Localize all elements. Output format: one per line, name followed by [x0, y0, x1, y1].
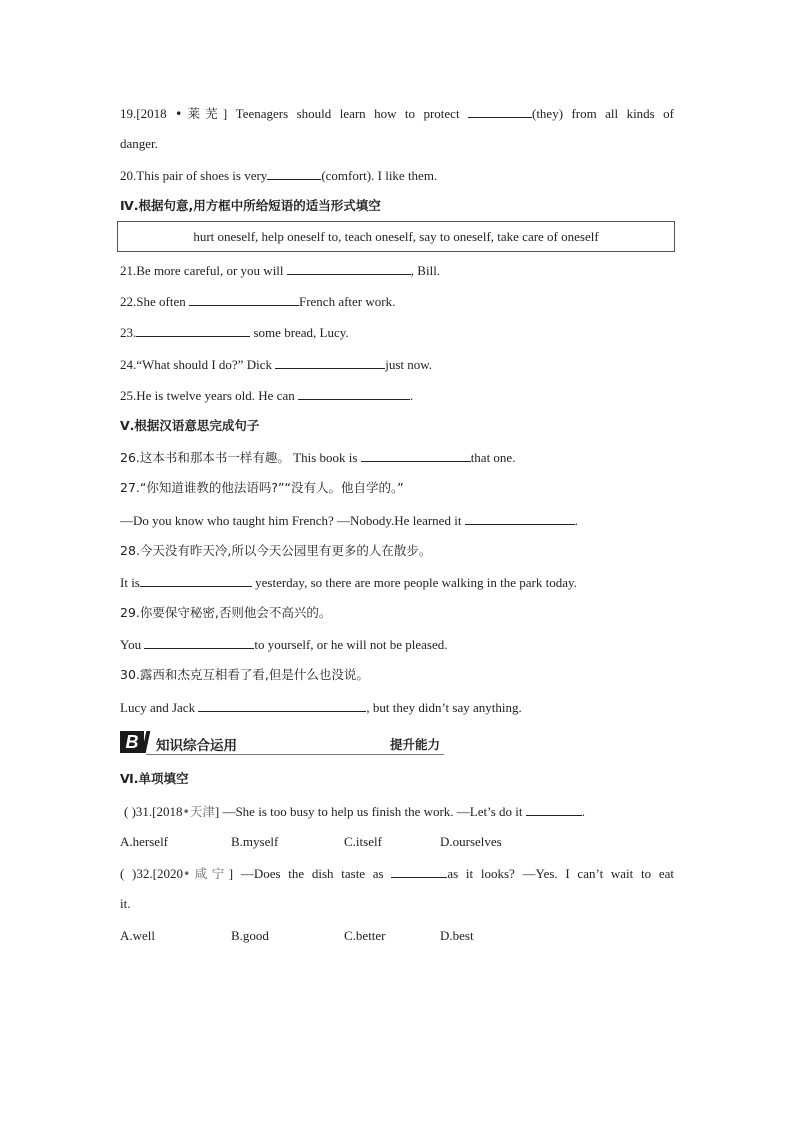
q27-chinese: 27.“你知道谁教的他法语吗?”“没有人。他自学的。” [120, 480, 404, 495]
q32-number: ( )32.[2020 [120, 866, 183, 881]
q32-option-b[interactable]: B.good [231, 928, 269, 943]
q31-option-d[interactable]: D.ourselves [440, 834, 502, 849]
q25-lead: 25.He is twelve years old. He can [120, 388, 298, 403]
q32-continuation: it. [120, 896, 131, 911]
q31-source: •天津 [182, 804, 215, 819]
question-25 [120, 387, 413, 404]
q31-option-c[interactable]: C.itself [344, 834, 382, 849]
question-24 [120, 356, 432, 373]
question-31 [124, 803, 585, 820]
q19-source: •莱芜 [175, 106, 223, 121]
q31-number: ( )31.[2018 [124, 804, 183, 819]
q30-lead: Lucy and Jack [120, 700, 199, 715]
q32-text: ] —Does the dish taste as [228, 866, 392, 881]
q29-chinese: 29.你要保守秘密,否则他会不高兴的。 [120, 605, 332, 620]
q32-source: •咸宁 [182, 866, 229, 881]
q28-chinese: 28.今天没有昨天冷,所以今天公园里有更多的人在散步。 [120, 543, 432, 558]
question-22 [120, 293, 395, 310]
question-29 [120, 636, 448, 653]
q19-lead: 19.[2018 [120, 106, 176, 121]
question-23 [120, 324, 349, 341]
q19-continuation: danger. [120, 136, 158, 151]
answer-blank[interactable] [189, 293, 299, 306]
answer-blank[interactable] [198, 699, 366, 712]
answer-blank[interactable] [267, 167, 321, 180]
section-6-title: Ⅵ.单项填空 [120, 771, 189, 786]
q25-tail: . [409, 388, 414, 403]
answer-blank[interactable] [287, 262, 411, 275]
q24-tail: just now. [385, 357, 433, 372]
q32-option-d[interactable]: D.best [440, 928, 474, 943]
q31-option-a[interactable]: A.herself [120, 834, 169, 849]
section-5-title: Ⅴ.根据汉语意思完成句子 [120, 418, 260, 433]
q27-tail: . [574, 513, 578, 528]
question-30 [120, 699, 522, 716]
section-b-banner [120, 730, 444, 756]
answer-blank[interactable] [144, 636, 254, 649]
q23-lead: 23. [120, 325, 137, 340]
q31-option-b[interactable]: B.myself [231, 834, 279, 849]
section-b-subtitle: 提升能力 [390, 737, 441, 752]
question-27 [120, 512, 578, 529]
question-19 [120, 105, 674, 122]
answer-blank[interactable] [526, 803, 582, 816]
q31-tail: . [581, 804, 586, 819]
question-32 [120, 865, 674, 882]
q26-lead: This book is [289, 450, 361, 465]
q23-tail: some bread, Lucy. [250, 325, 349, 340]
q32-tail: as it looks? —Yes. I can’t wait to eat [447, 866, 674, 881]
q19-text: ] Teenagers should learn how to protect [222, 106, 468, 121]
q32-option-c[interactable]: C.better [344, 928, 386, 943]
section-b-badge: B [120, 731, 144, 753]
q30-chinese: 30.露西和杰克互相看了看,但是什么也没说。 [120, 667, 369, 682]
answer-blank[interactable] [468, 105, 532, 118]
answer-blank[interactable] [140, 574, 252, 587]
q20-lead: 20.This pair of shoes is very [120, 168, 268, 183]
q26-tail: that one. [470, 450, 516, 465]
section-b-title: 知识综合运用 [156, 738, 237, 754]
question-21 [120, 262, 440, 279]
q26-chinese: 26.这本书和那本书一样有趣。 [120, 450, 290, 465]
question-28 [120, 574, 577, 591]
q22-tail: French after work. [298, 294, 396, 309]
q24-lead: 24.“What should I do?” Dick [120, 357, 276, 372]
q27-lead: —Do you know who taught him French? —Nobody.He learned it [120, 513, 465, 528]
answer-blank[interactable] [275, 356, 385, 369]
q28-tail: yesterday, so there are more people walking in the park today. [251, 575, 577, 590]
q29-lead: You [120, 637, 145, 652]
section-4-title: Ⅳ.根据句意,用方框中所给短语的适当形式填空 [120, 198, 381, 213]
q32-option-a[interactable]: A.well [120, 928, 156, 943]
answer-blank[interactable] [136, 324, 250, 337]
section-b-rule [146, 754, 444, 755]
answer-blank[interactable] [465, 512, 575, 525]
q29-tail: to yourself, or he will not be pleased. [254, 637, 448, 652]
q28-lead: It is [120, 575, 140, 590]
q31-text: ] —She is too busy to help us finish the work. —Let’s do it [214, 804, 526, 819]
answer-blank[interactable] [361, 449, 471, 462]
question-20 [120, 167, 437, 184]
q21-lead: 21.Be more careful, or you will [120, 263, 287, 278]
question-26 [120, 449, 515, 466]
q21-tail: , Bill. [410, 263, 441, 278]
phrase-box: hurt oneself, help oneself to, teach oneself, say to oneself, take care of oneself [117, 221, 675, 252]
q22-lead: 22.She often [120, 294, 189, 309]
q20-hint: (comfort). I like them. [321, 168, 438, 183]
q30-tail: , but they didn’t say anything. [366, 700, 522, 715]
q19-hint: (they) from all kinds of [531, 106, 674, 121]
answer-blank[interactable] [298, 387, 410, 400]
answer-blank[interactable] [391, 865, 447, 878]
